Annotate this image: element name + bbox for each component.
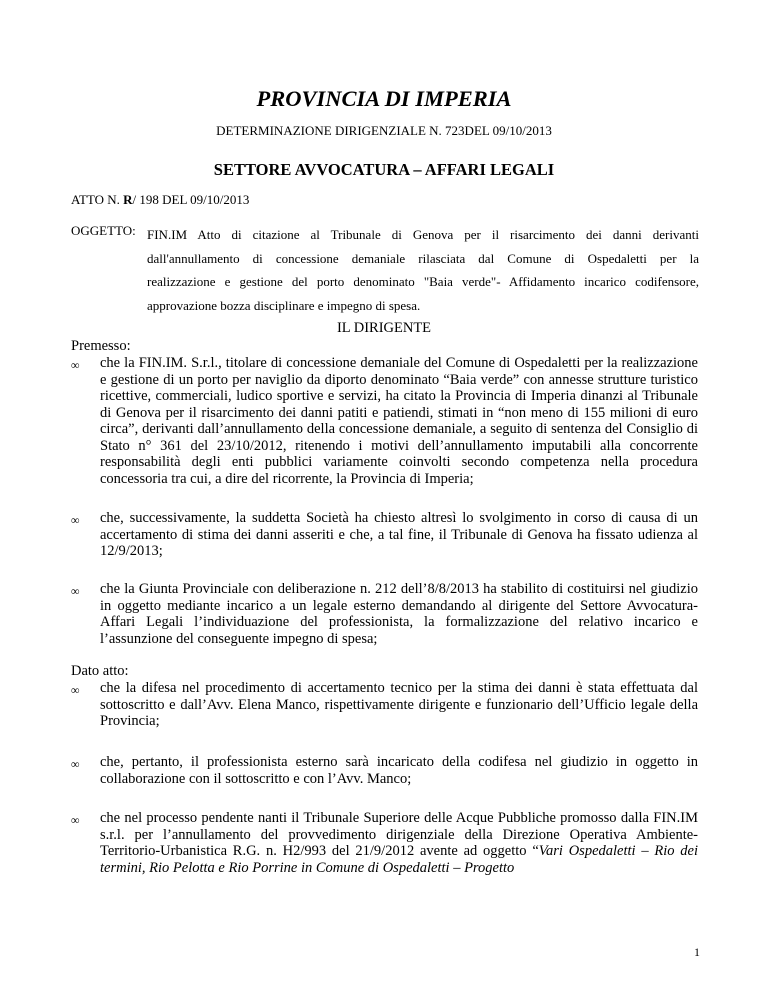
- dato-atto-paragraph: che la difesa nel procedimento di accertamento tecnico per la stima dei danni è stata effettuata dal sottoscritto e dall’Avv. Elena Manco, rispettivamente dirigente e funzionario dell’Ufficio legale della Provincia;: [100, 680, 698, 729]
- subject-line: FIN.IM Atto di citazione al Tribunale di Genova per il risarcimento dei danni derivanti: [147, 227, 699, 242]
- bullet-icon: ∞: [71, 813, 80, 827]
- bullet-icon: ∞: [71, 683, 80, 697]
- subject-line: realizzazione e gestione del porto denominato "Baia verde"- Affidamento incarico codifensore,: [147, 274, 699, 289]
- act-prefix: ATTO N.: [71, 192, 124, 207]
- subject-text: [147, 223, 699, 317]
- sector-heading: SETTORE AVVOCATURA – AFFARI LEGALI: [213, 160, 555, 179]
- bullet-icon: ∞: [71, 513, 80, 527]
- act-letter: R: [123, 192, 133, 207]
- premesso-paragraph: che la FIN.IM. S.r.l., titolare di concessione demaniale del Comune di Ospedaletti per la realizzazione e gestione di un porto per naviglio da diporto denominato “Baia verde” con annesse strutture turistico ricettive, commerciali, ludico sportive e servizi, ha citato la Provincia di Imperia dinanzi al Tribunale di Genova per il risarcimento dei danni patiti e patiendi, stimati in “non meno di 155 milioni di euro circa”, derivanti dall’annullamento della concessione demaniale, a seguito di sentenza del Consiglio di Stato n° 361 del 23/10/2012, ritenendo i motivi dell’annullamento imputabili alla concorrente responsabilità degli enti pubblici variamente coinvolti secondo competenza nella procedura concessoria tra cui, a dire del ricorrente, la Provincia di Imperia;: [100, 355, 698, 487]
- bullet-icon: ∞: [71, 757, 80, 771]
- determination-number: DETERMINAZIONE DIRIGENZIALE N. 723DEL 09/10/2013: [216, 123, 552, 138]
- dato-atto-paragraph: che, pertanto, il professionista esterno sarà incaricato della codifesa nel giudizio in oggetto in collaborazione con il sottoscritto e con l’Avv. Manco;: [100, 754, 698, 787]
- dato-atto-paragraph: [100, 810, 698, 876]
- act-reference: [71, 192, 249, 208]
- subject-label: OGGETTO:: [71, 223, 136, 238]
- act-suffix: / 198 DEL 09/10/2013: [132, 192, 250, 207]
- subject-line: dall'annullamento di concessione demaniale rilasciata dal Comune di Ospedaletti per la: [147, 250, 699, 266]
- document-title: PROVINCIA DI IMPERIA: [256, 86, 512, 111]
- subject-line: approvazione bozza disciplinare e impegno di spesa.: [147, 297, 421, 313]
- page-number: 1: [694, 945, 700, 959]
- dato-atto-label: Dato atto:: [71, 663, 129, 679]
- bullet-icon: ∞: [71, 358, 80, 372]
- section-heading: IL DIRIGENTE: [336, 320, 432, 336]
- premesso-paragraph: che, successivamente, la suddetta Società ha chiesto altresì lo svolgimento in corso di causa di un accertamento di stima dei danni asseriti e che, a tal fine, il Tribunale di Genova ha fissato udienza al 12/9/2013;: [100, 510, 698, 559]
- bullet-icon: ∞: [71, 584, 80, 598]
- premesso-paragraph: che la Giunta Provinciale con deliberazione n. 212 dell’8/8/2013 ha stabilito di costituirsi nel giudizio in oggetto mediante incarico a un legale esterno demandando al dirigente del Settore Avvocatura- Affari Legali l’individuazione del professionista, la formalizzazione del relativo incarico e l’assunzione del conseguente impegno di spesa;: [100, 581, 698, 647]
- premesso-label: Premesso:: [71, 338, 131, 354]
- dato-atto-text: che nel processo pendente nanti il Tribunale Superiore delle Acque Pubbliche promosso dalla FIN.IM s.r.l. per l’annullamento del provvedimento dirigenziale della Direzione Operativa Ambiente-Territorio-Urbanistica R.G. n. H2/993 del 21/9/2012 avente ad oggetto “: [100, 810, 698, 859]
- dato-atto-italic-text: Vari Ospedaletti – Rio dei termini, Rio Pelotta e Rio Porrine in Comune di Ospedaletti – Progetto: [100, 843, 698, 876]
